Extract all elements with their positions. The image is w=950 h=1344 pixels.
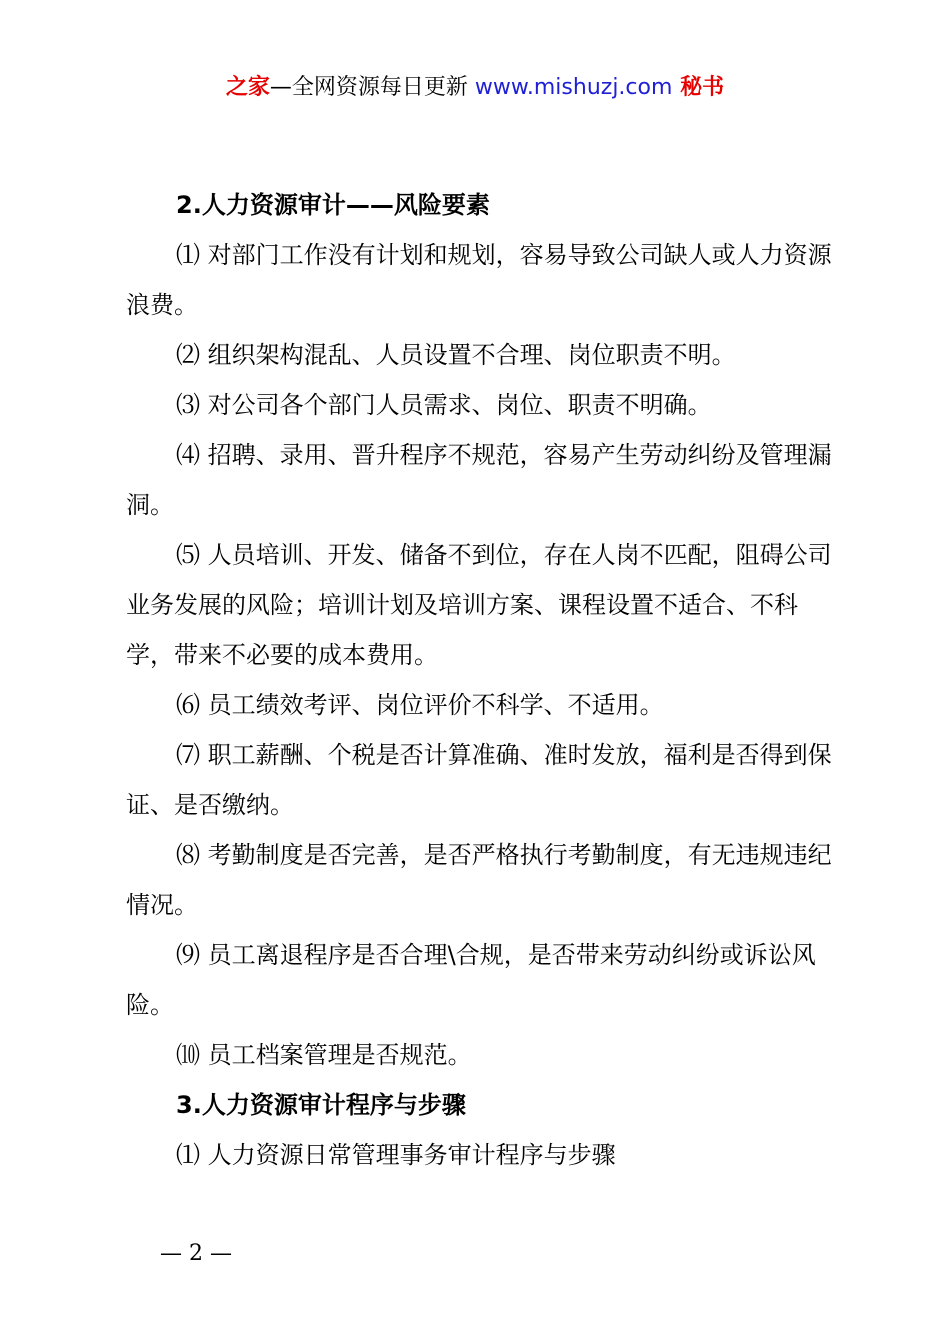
risk-item: ⑴ 对部门工作没有计划和规划，容易导致公司缺人或人力资源浪费。 — [126, 241, 832, 319]
procedure-item: ⑴ 人力资源日常管理事务审计程序与步骤 — [176, 1141, 616, 1169]
header-tagline: —全网资源每日更新 — [269, 75, 475, 100]
risk-item: ⑹ 员工绩效考评、岗位评价不科学、不适用。 — [176, 691, 664, 719]
page-number: — 2 — — [160, 1241, 232, 1266]
risk-item: ⑻ 考勤制度是否完善，是否严格执行考勤制度，有无违规违纪情况。 — [126, 841, 832, 919]
risk-item: ⑽ 员工档案管理是否规范。 — [176, 1041, 472, 1069]
header-brand-suffix: 秘书 — [672, 75, 725, 100]
risk-item: ⑵ 组织架构混乱、人员设置不合理、岗位职责不明。 — [176, 341, 736, 369]
risk-item: ⑺ 职工薪酬、个税是否计算准确、准时发放，福利是否得到保证、是否缴纳。 — [126, 741, 832, 819]
header-brand: 之家 — [225, 75, 270, 100]
risk-item: ⑶ 对公司各个部门人员需求、岗位、职责不明确。 — [176, 391, 712, 419]
section-3-title: 3.人力资源审计程序与步骤 — [176, 1091, 466, 1119]
page-header — [0, 72, 950, 104]
document-body — [126, 180, 838, 1180]
section-2-title: 2.人力资源审计——风险要素 — [176, 191, 490, 219]
risk-item: ⑸ 人员培训、开发、储备不到位，存在人岗不匹配，阻碍公司业务发展的风险；培训计划及培训方案、课程设置不适合、不科学，带来不必要的成本费用。 — [126, 541, 832, 669]
header-url[interactable]: www.mishuzj.com — [474, 75, 673, 100]
risk-item: ⑷ 招聘、录用、晋升程序不规范，容易产生劳动纠纷及管理漏洞。 — [126, 441, 832, 519]
risk-item: ⑼ 员工离退程序是否合理\合规，是否带来劳动纠纷或诉讼风险。 — [126, 941, 816, 1019]
